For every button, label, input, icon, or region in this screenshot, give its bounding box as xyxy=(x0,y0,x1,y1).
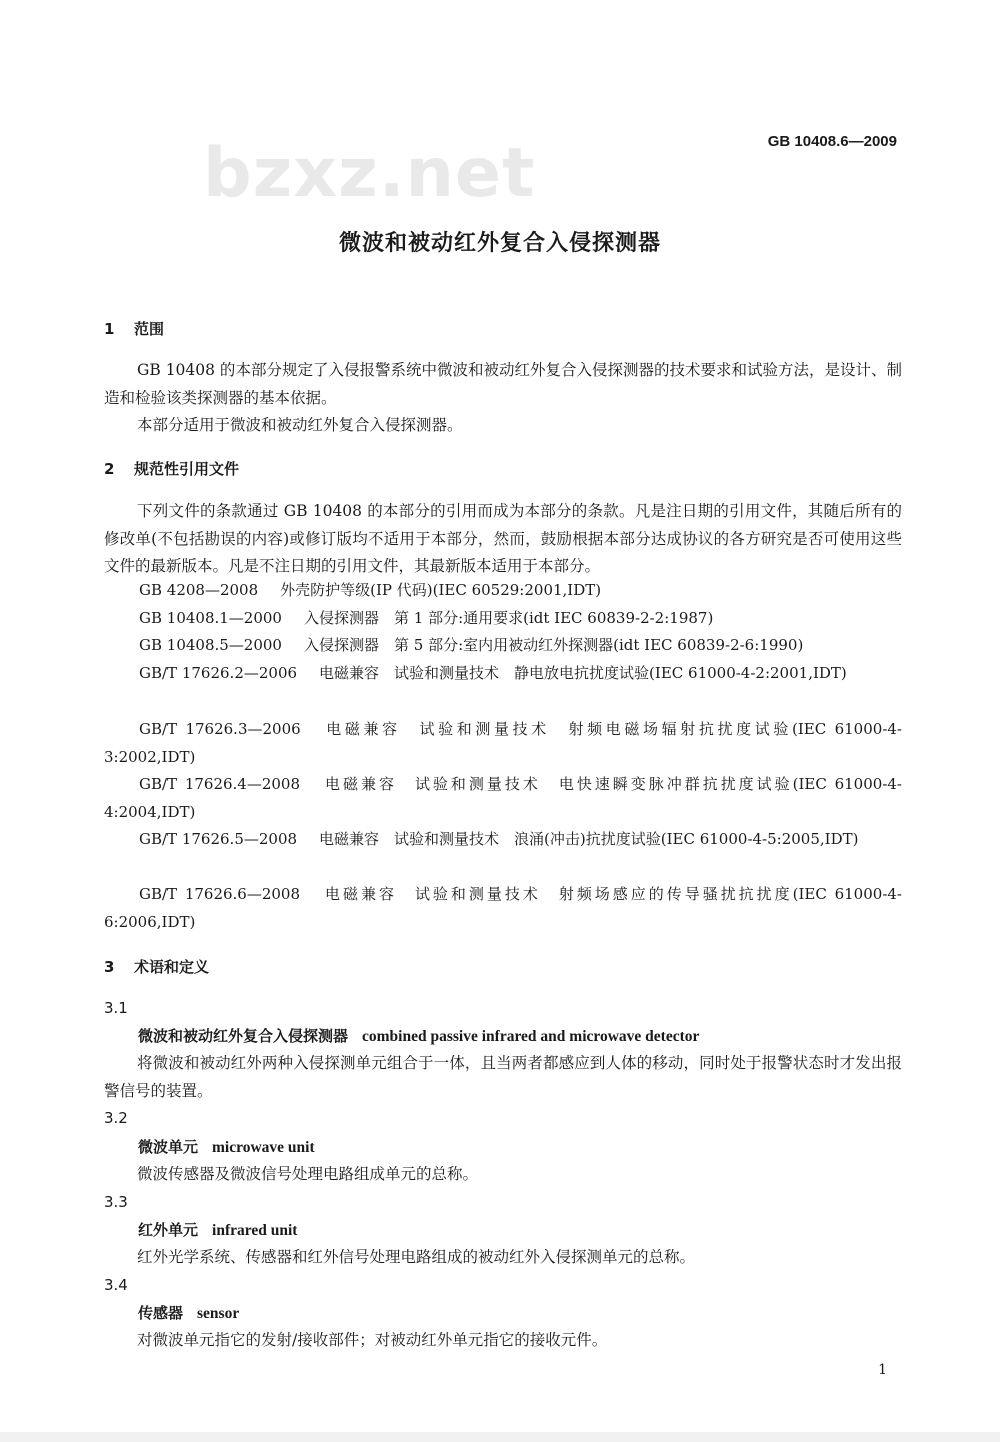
document-code: GB 10408.6—2009 xyxy=(767,133,897,150)
section-number: 1 xyxy=(104,320,115,338)
term-number: 3.2 xyxy=(104,1109,128,1127)
term-english: combined passive infrared and microwave detector xyxy=(362,1028,700,1045)
term-definition: 对微波单元指它的发射/接收部件；对被动红外单元指它的接收元件。 xyxy=(137,1331,608,1349)
reference-code: GB 10408.5—2000 xyxy=(139,636,282,654)
reference-code: GB 10408.1—2000 xyxy=(139,609,282,627)
term-definition: 微波传感器及微波信号处理电路组成单元的总称。 xyxy=(137,1165,479,1183)
section-2-heading xyxy=(104,458,239,479)
reference-item xyxy=(104,577,902,605)
reference-title: 外壳防护等级(IP 代码)(IEC 60529:2001,IDT) xyxy=(280,581,602,599)
watermark: bzxz.net xyxy=(203,134,536,213)
reference-code: GB/T 17626.3—2006 xyxy=(139,720,301,738)
term-number: 3.1 xyxy=(104,999,128,1017)
section-number: 3 xyxy=(104,958,115,976)
reference-item xyxy=(104,771,902,826)
term-definition: 将微波和被动红外两种入侵探测单元组合于一体，且当两者都感应到人体的移动，同时处于报警状态时才发出报警信号的装置。 xyxy=(104,1054,902,1100)
page-edge xyxy=(0,1432,1000,1442)
term-english: sensor xyxy=(197,1305,240,1322)
reference-code: GB/T 17626.4—2008 xyxy=(139,775,301,793)
term-heading xyxy=(138,1302,239,1323)
reference-title: 电磁兼容 试验和测量技术 浪涌(冲击)抗扰度试验(IEC 61000-4-5:2005,IDT) xyxy=(319,830,859,848)
term-number: 3.4 xyxy=(104,1276,128,1294)
reference-code: GB/T 17626.5—2008 xyxy=(139,830,298,848)
reference-item xyxy=(104,632,902,660)
reference-title: 电磁兼容 试验和测量技术 射频场感应的传导骚扰抗扰度(IEC 61000-4-6:2006,IDT) xyxy=(104,885,902,931)
term-name: 微波和被动红外复合入侵探测器 xyxy=(138,1027,349,1045)
reference-title: 电磁兼容 试验和测量技术 电快速瞬变脉冲群抗扰度试验(IEC 61000-4-4:2004,IDT) xyxy=(104,775,902,821)
section-1-heading xyxy=(104,318,164,339)
section-1-paragraph-1: GB 10408 的本部分规定了入侵报警系统中微波和被动红外复合入侵探测器的技术要求和试验方法，是设计、制造和检验该类探测器的基本依据。 xyxy=(104,361,902,407)
term-number: 3.3 xyxy=(104,1193,128,1211)
reference-code: GB/T 17626.2—2006 xyxy=(139,664,298,682)
term-name: 微波单元 xyxy=(138,1138,199,1156)
reference-item xyxy=(104,881,902,936)
document-title: 微波和被动红外复合入侵探测器 xyxy=(338,231,661,256)
term-heading xyxy=(138,1136,315,1157)
reference-code: GB 4208—2008 xyxy=(139,581,259,599)
reference-title: 入侵探测器 第 1 部分:通用要求(idt IEC 60839-2-2:1987) xyxy=(303,609,714,627)
term-english: microwave unit xyxy=(212,1139,315,1156)
reference-title: 入侵探测器 第 5 部分:室内用被动红外探测器(idt IEC 60839-2-6:1990) xyxy=(303,636,804,654)
section-title: 范围 xyxy=(134,320,165,338)
section-title: 规范性引用文件 xyxy=(134,460,240,478)
reference-item xyxy=(104,716,902,771)
term-heading xyxy=(138,1025,699,1046)
section-number: 2 xyxy=(104,460,115,478)
reference-item xyxy=(104,660,902,688)
reference-title: 电磁兼容 试验和测量技术 射频电磁场辐射抗扰度试验(IEC 61000-4-3:2002,IDT) xyxy=(104,720,902,766)
reference-title: 电磁兼容 试验和测量技术 静电放电抗扰度试验(IEC 61000-4-2:2001,IDT) xyxy=(319,664,847,682)
reference-code: GB/T 17626.6—2008 xyxy=(139,885,301,903)
term-heading xyxy=(138,1219,297,1240)
term-name: 红外单元 xyxy=(138,1221,199,1239)
reference-item xyxy=(104,605,902,633)
page-number: 1 xyxy=(878,1362,887,1378)
section-2-intro: 下列文件的条款通过 GB 10408 的本部分的引用而成为本部分的条款。凡是注日期的引用文件，其随后所有的修改单(不包括勘误的内容)或修订版均不适用于本部分，然而，鼓励根据本部分达成协议的各方研究是否可使用这些文件的最新版本。凡是不注日期的引用文件，其最新版本适用于本部分。 xyxy=(104,502,902,575)
section-title: 术语和定义 xyxy=(134,958,210,976)
reference-item xyxy=(104,826,902,854)
term-english: infrared unit xyxy=(212,1222,298,1239)
term-name: 传感器 xyxy=(138,1304,184,1322)
section-3-heading xyxy=(104,956,209,977)
term-definition: 红外光学系统、传感器和红外信号处理电路组成的被动红外入侵探测单元的总称。 xyxy=(137,1248,696,1266)
section-1-paragraph-2: 本部分适用于微波和被动红外复合入侵探测器。 xyxy=(137,416,463,434)
